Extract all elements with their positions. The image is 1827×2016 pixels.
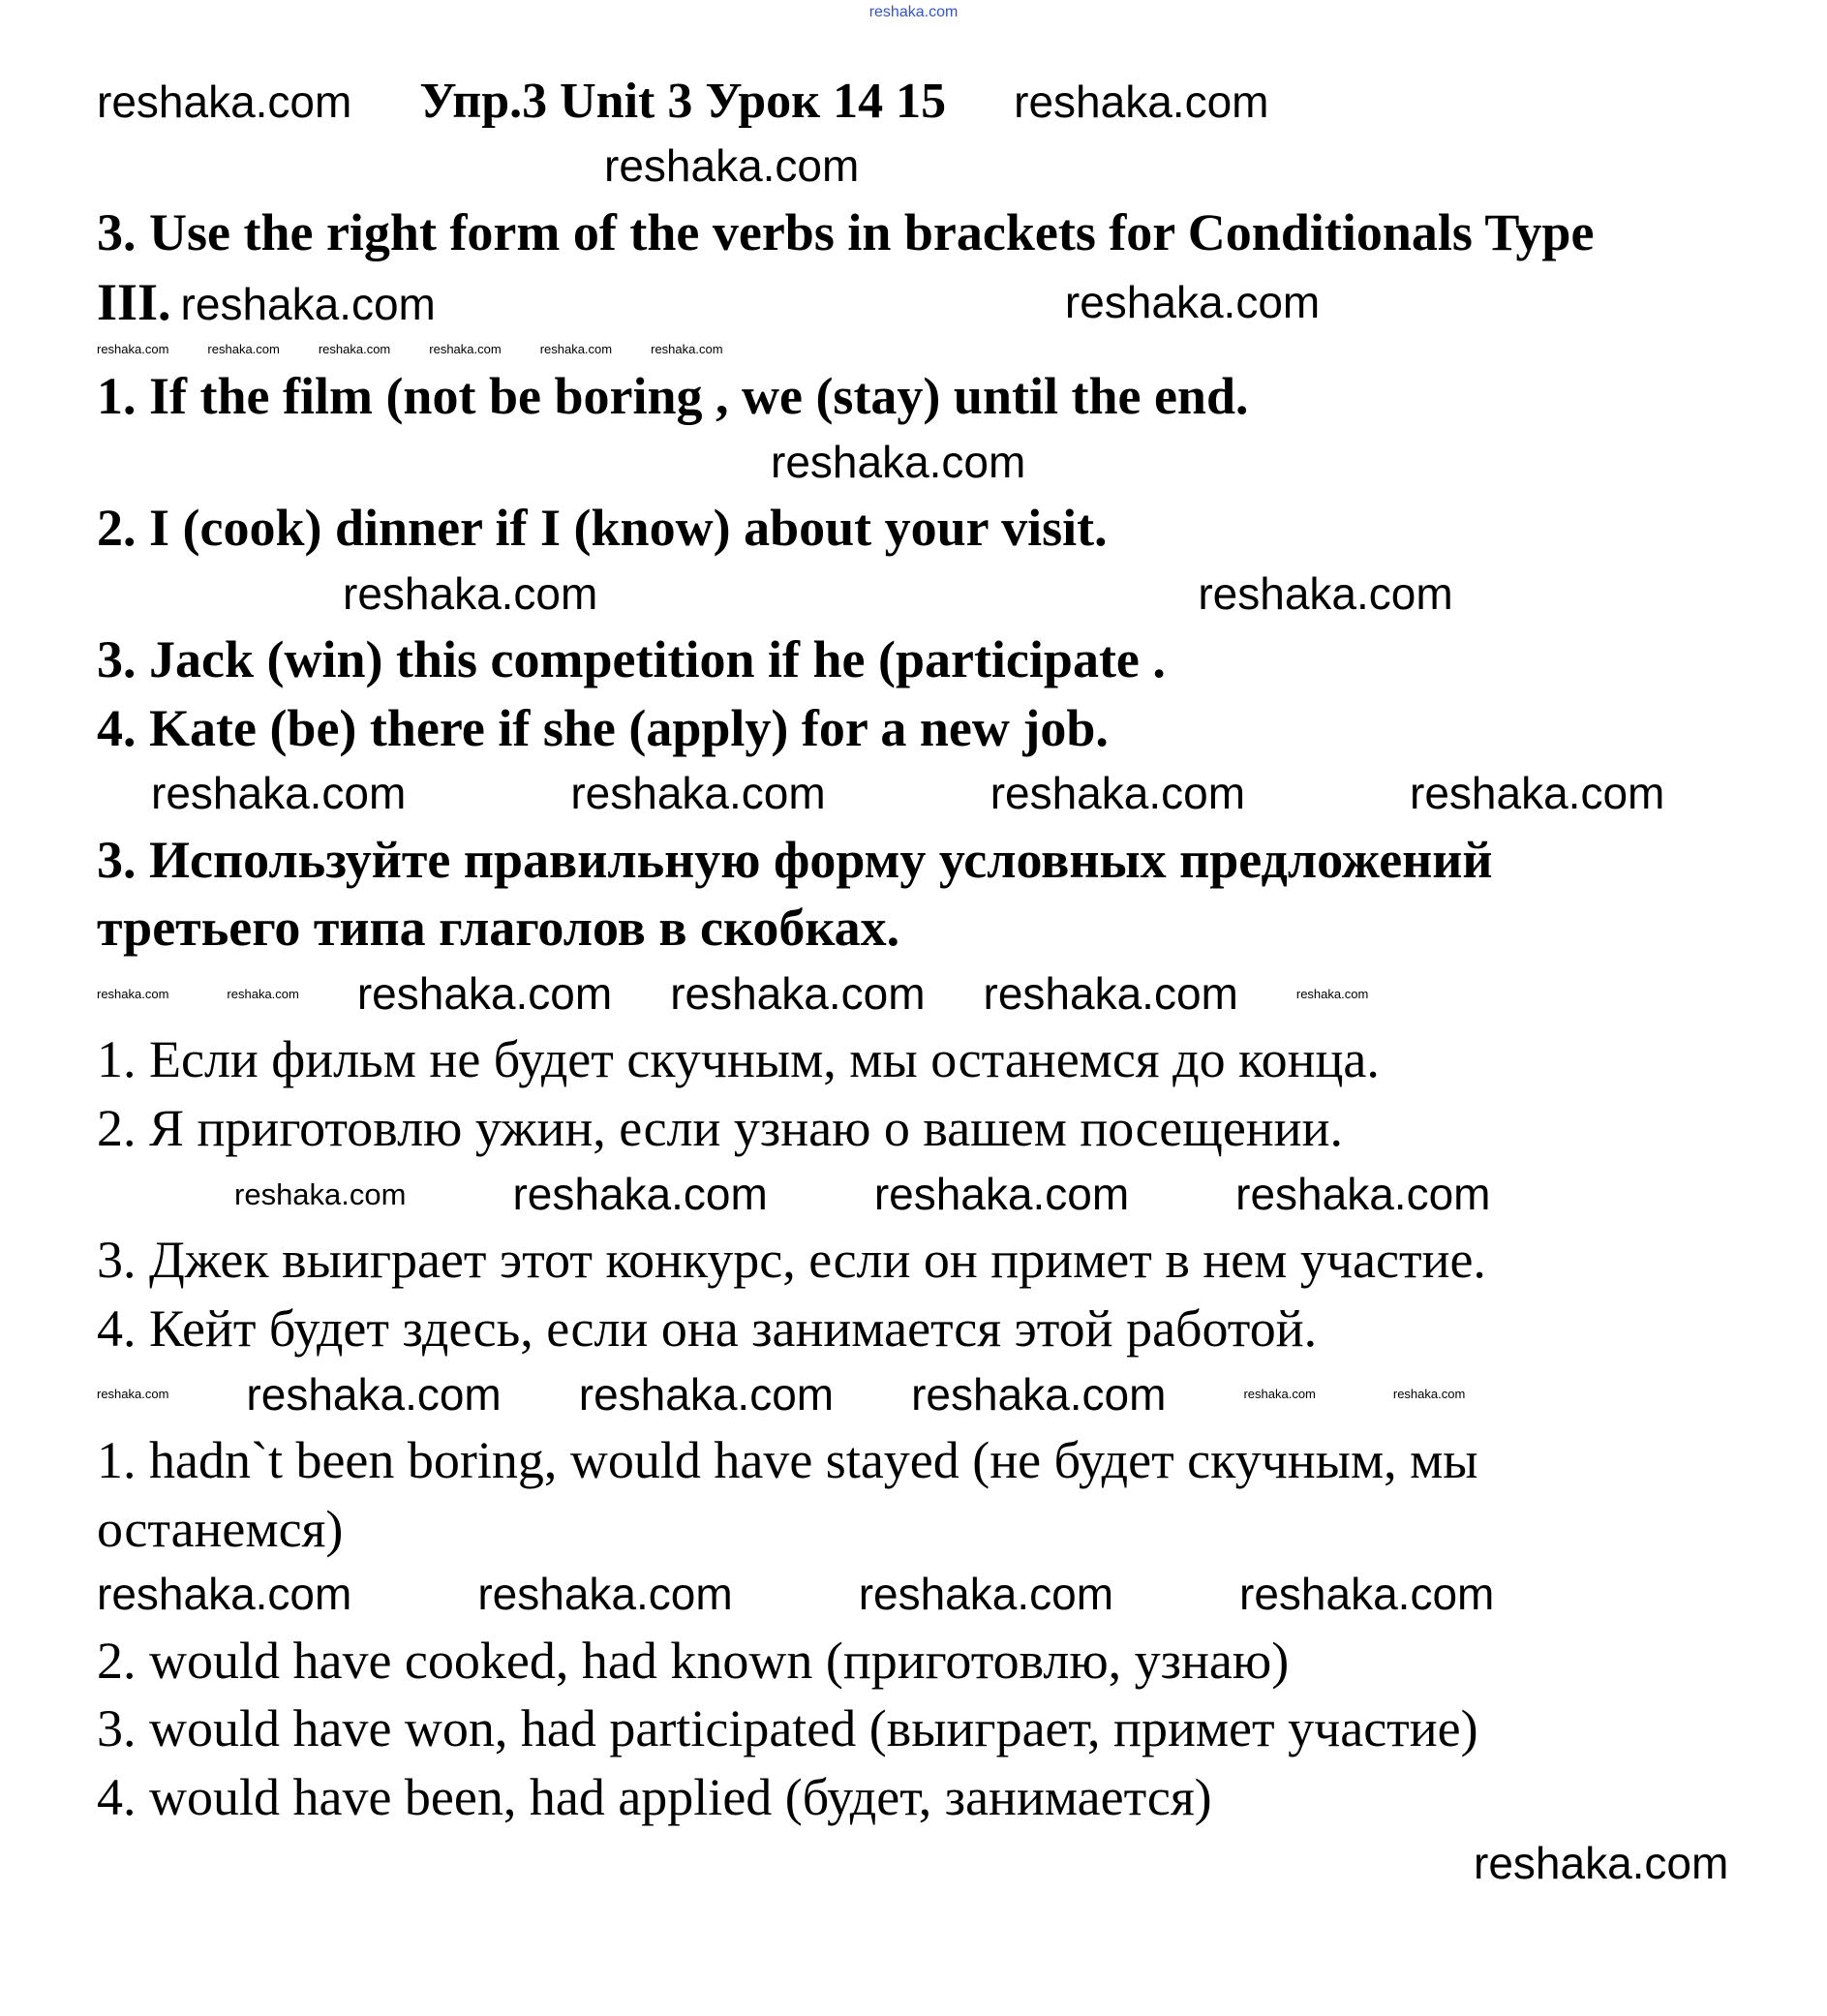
task-heading-en-cont: III. [97, 273, 171, 332]
watermark: reshaka.com [246, 1368, 502, 1420]
task-item: 3. Jack (win) this competition if he (participate . [97, 629, 1166, 688]
watermark: reshaka.com [227, 986, 299, 1001]
watermark: reshaka.com [578, 1368, 835, 1420]
watermark: reshaka.com [318, 342, 391, 357]
watermark: reshaka.com [429, 342, 502, 357]
watermark: reshaka.com [97, 1569, 352, 1620]
watermark: reshaka.com [858, 1569, 1114, 1620]
answer-item-cont: останемся) [97, 1499, 344, 1558]
watermark: reshaka.com [343, 567, 598, 619]
answer-item: 2. would have cooked, had known (приготовлю, узнаю) [97, 1631, 1290, 1690]
watermark: reshaka.com [1295, 986, 1369, 1001]
task-item: 2. I (cook) dinner if I (know) about your visit. [97, 498, 1108, 557]
answer-item: 4. would have been, had applied (будет, занимается) [97, 1768, 1212, 1827]
watermark: reshaka.com [234, 1176, 407, 1211]
answer-item: 3. would have won, had participated (выиграет, примет участие) [97, 1699, 1478, 1758]
watermark: reshaka.com [771, 436, 1026, 487]
watermark: reshaka.com [983, 968, 1238, 1020]
task-heading-ru-cont: третьего типа глаголов в скобках. [97, 899, 900, 958]
task-heading-en: 3. Use the right form of the verbs in brackets for Conditionals Type [97, 202, 1595, 261]
watermark: reshaka.com [97, 76, 352, 127]
translation-item: 3. Джек выиграет этот конкурс, если он примет в нем участие. [97, 1231, 1486, 1290]
watermark: reshaka.com [539, 342, 613, 357]
page-title: Упр.3 Unit 3 Урок 14 15 [419, 74, 947, 129]
watermark: reshaka.com [512, 1168, 768, 1219]
watermark: reshaka.com [651, 342, 723, 357]
watermark: reshaka.com [477, 1569, 733, 1620]
site-link[interactable]: reshaka.com [868, 4, 959, 20]
answer-item: 1. hadn`t been boring, would have stayed (не будет скучным, мы [97, 1430, 1478, 1489]
watermark: reshaka.com [1198, 567, 1453, 619]
watermark: reshaka.com [990, 768, 1246, 819]
task-item: 1. If the film (not be boring , we (stay) until the end. [97, 366, 1249, 425]
watermark: reshaka.com [97, 986, 169, 1001]
watermark: reshaka.com [670, 968, 926, 1020]
watermark: reshaka.com [1243, 1387, 1316, 1402]
translation-item: 4. Кейт будет здесь, если она занимается этой работой. [97, 1298, 1318, 1358]
watermark: reshaka.com [1239, 1569, 1495, 1620]
watermark: reshaka.com [97, 342, 169, 357]
watermark: reshaka.com [356, 968, 613, 1020]
task-heading-ru: 3. Используйте правильную форму условных предложений [97, 830, 1493, 889]
watermark: reshaka.com [1410, 768, 1665, 819]
watermark: reshaka.com [1392, 1387, 1466, 1402]
watermark: reshaka.com [1014, 76, 1269, 127]
watermark: reshaka.com [1064, 277, 1321, 328]
watermark: reshaka.com [180, 279, 436, 330]
watermark: reshaka.com [570, 768, 826, 819]
watermark: reshaka.com [873, 1168, 1130, 1219]
translation-item: 1. Если фильм не будет скучным, мы останемся до конца. [97, 1030, 1380, 1089]
watermark: reshaka.com [97, 1387, 169, 1402]
watermark: reshaka.com [1235, 1168, 1491, 1219]
watermark: reshaka.com [1474, 1838, 1729, 1889]
task-item: 4. Kate (be) there if she (apply) for a new job. [97, 698, 1109, 757]
translation-item: 2. Я приготовлю ужин, если узнаю о вашем посещении. [97, 1099, 1343, 1158]
watermark: reshaka.com [207, 342, 280, 357]
watermark: reshaka.com [604, 140, 860, 192]
watermark: reshaka.com [911, 1368, 1167, 1420]
watermark: reshaka.com [151, 768, 407, 819]
